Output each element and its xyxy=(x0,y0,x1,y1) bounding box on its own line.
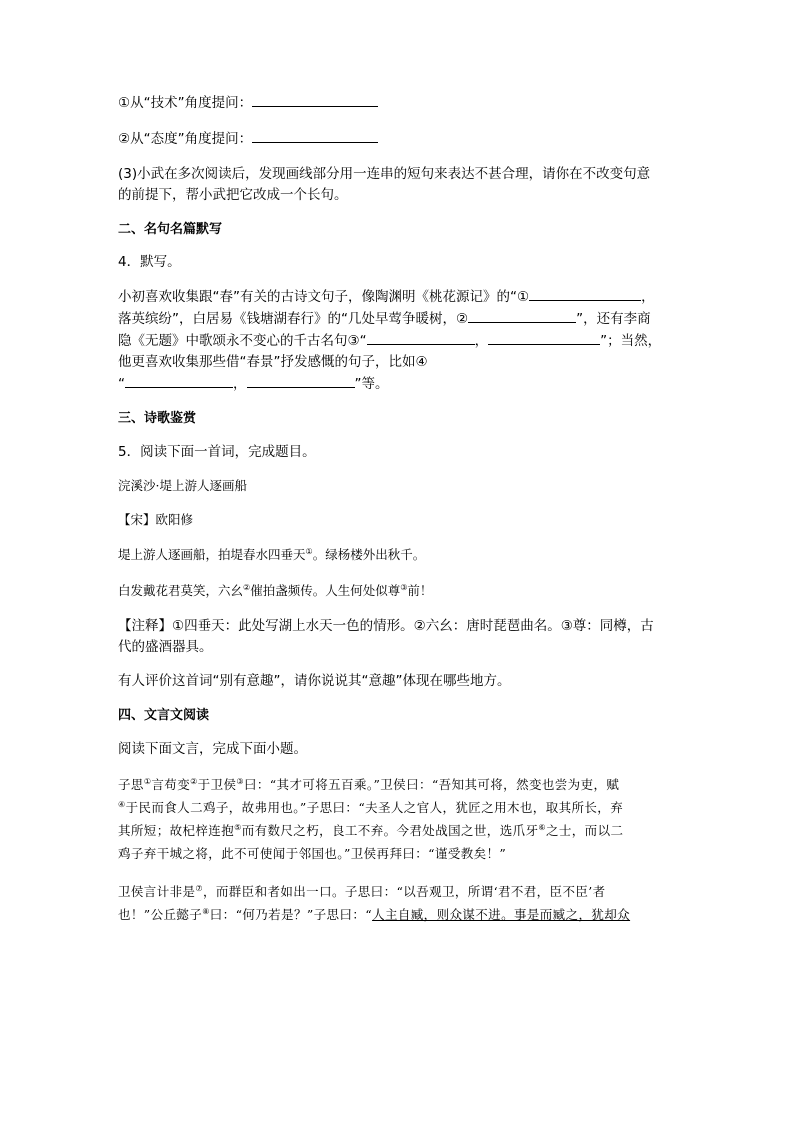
text: ”；当然， xyxy=(600,333,662,349)
text: ， xyxy=(233,376,247,392)
q3-item-3 xyxy=(118,164,678,206)
text: 堤上游人逐画船，拍堤春水四垂天 xyxy=(118,547,306,562)
text: ，而群臣和者如出一口。子思曰：“以吾观卫，所谓‘君不君，臣不臣’者 xyxy=(202,884,606,899)
answer-blank-3a[interactable] xyxy=(367,330,475,345)
notes-label: 【注释】 xyxy=(118,618,172,634)
q3-item-1 xyxy=(118,92,678,114)
notes-line-1: ①四垂天：此处写湖上水天一色的情形。②六幺：唐时琵琶曲名。③尊：同樽，古 xyxy=(172,618,654,634)
text: 前！ xyxy=(407,583,433,598)
text: 其所短；故杞梓连抱 xyxy=(118,823,235,838)
text: 也！”公丘懿子 xyxy=(118,907,203,922)
text: 他更喜欢收集那些借“春景”抒发感慨的句子，比如④ xyxy=(118,354,428,370)
footnote-marker: ③ xyxy=(236,776,244,786)
poem-title: 浣溪沙·堤上游人逐画船 xyxy=(118,478,247,493)
poem-author: 【宋】欧阳修 xyxy=(118,512,194,527)
text: 曰：“其才可将五百乘。”卫侯曰：“吾知其可将，然变也尝为吏，赋 xyxy=(243,777,620,792)
section-4-instruction: 阅读下面文言，完成下面小题。 xyxy=(118,741,307,757)
text: “ xyxy=(118,376,125,392)
footnote-marker: ⑧ xyxy=(202,906,210,916)
footnote-marker: ⑦ xyxy=(195,883,203,893)
text: ， xyxy=(474,333,489,349)
answer-blank-4a[interactable] xyxy=(125,373,233,388)
section-2-heading: 二、名句名篇默写 xyxy=(118,222,223,237)
text: 。绿杨楼外出秋千。 xyxy=(312,547,426,562)
passage-line xyxy=(118,352,678,373)
question-5-label: 5．阅读下面一首词，完成题目。 xyxy=(118,444,316,460)
text: ”，还有李商 xyxy=(576,311,651,327)
q3-item-3-line-2: 的前提下，帮小武把它改成一个长句。 xyxy=(118,187,348,203)
passage-line xyxy=(118,330,678,352)
document-page xyxy=(118,92,678,926)
text: ， xyxy=(641,289,655,305)
poem-line-2 xyxy=(118,581,678,601)
text: ”等。 xyxy=(354,376,389,392)
passage-line xyxy=(118,308,678,330)
section-3-heading: 三、诗歌鉴赏 xyxy=(118,411,197,426)
footnote-marker: ⑤ xyxy=(234,822,242,832)
answer-blank-3b[interactable] xyxy=(488,330,600,345)
poem-line-1 xyxy=(118,545,678,565)
classical-line xyxy=(118,796,678,819)
text: 子思 xyxy=(118,777,144,792)
footnote-marker: ② xyxy=(243,582,251,592)
classical-line xyxy=(118,819,678,842)
classical-line xyxy=(118,903,678,926)
text: 小初喜欢收集跟“春”有关的古诗文句子，像陶渊明《桃花源记》的“① xyxy=(118,289,530,305)
text: 白发戴花君莫笑，六幺 xyxy=(118,583,244,598)
footnote-marker: ① xyxy=(143,776,152,786)
passage-line xyxy=(118,373,678,395)
answer-blank[interactable] xyxy=(252,128,378,143)
notes-line-2: 代的盛酒器具。 xyxy=(118,639,213,655)
text: 之士，而以二 xyxy=(545,823,624,838)
q3-item-1-text: ①从“技术”角度提问： xyxy=(118,95,253,111)
question-4-label: 4．默写。 xyxy=(118,254,181,270)
classical-paragraph-2 xyxy=(118,880,678,926)
footnote-marker: ① xyxy=(305,546,313,556)
poem-question: 有人评价这首词“别有意趣”，请你说说其“意趣”体现在哪些地方。 xyxy=(118,673,511,689)
passage-line xyxy=(118,286,678,308)
q3-item-2-text: ②从“态度”角度提问： xyxy=(118,131,253,147)
answer-blank-4b[interactable] xyxy=(247,373,355,388)
answer-blank-2[interactable] xyxy=(468,308,576,323)
question-4-passage xyxy=(118,286,678,395)
answer-blank-1[interactable] xyxy=(529,286,641,301)
underlined-sentence: 人主自臧，则众谋不进。事是而臧之，犹却众 xyxy=(372,907,631,922)
text: 于民而食人二鸡子，故弗用也。”子思曰：“夫圣人之官人，犹匠之用木也，取其所长，弃 xyxy=(125,800,624,815)
footnote-marker: ④ xyxy=(118,799,126,809)
text: 隐《无题》中歌颂永不变心的千古名句③“ xyxy=(118,333,367,349)
poem-notes xyxy=(118,616,678,658)
footnote-marker: ③ xyxy=(400,582,408,592)
footnote-marker: ② xyxy=(190,776,198,786)
classical-paragraph-1 xyxy=(118,773,678,865)
classical-line xyxy=(118,842,678,865)
text: 言苟变 xyxy=(151,777,191,792)
classical-line xyxy=(118,773,678,796)
text: 卫侯言计非是 xyxy=(118,884,196,899)
q3-item-3-line-1: (3)小武在多次阅读后，发现画线部分用一连串的短句来表达不甚合理，请你在不改变句意 xyxy=(118,166,651,182)
text: 催拍盏频传。人生何处似尊 xyxy=(250,583,401,598)
text: 鸡子弃干城之将，此不可使闻于邻国也。”卫侯再拜曰：“谨受教矣！” xyxy=(118,846,507,861)
text: 曰：“何乃若是？”子思曰：“ xyxy=(209,907,373,922)
section-4-heading: 四、文言文阅读 xyxy=(118,708,210,723)
classical-line xyxy=(118,880,678,903)
text: 落英缤纷”，白居易《钱塘湖春行》的“几处早莺争暖树，② xyxy=(118,311,469,327)
answer-blank[interactable] xyxy=(252,92,378,107)
text: 而有数尺之朽，良工不弃。今君处战国之世，选爪牙 xyxy=(241,823,539,838)
q3-item-2 xyxy=(118,128,678,150)
footnote-marker: ⑥ xyxy=(538,822,546,832)
text: 于卫侯 xyxy=(197,777,237,792)
